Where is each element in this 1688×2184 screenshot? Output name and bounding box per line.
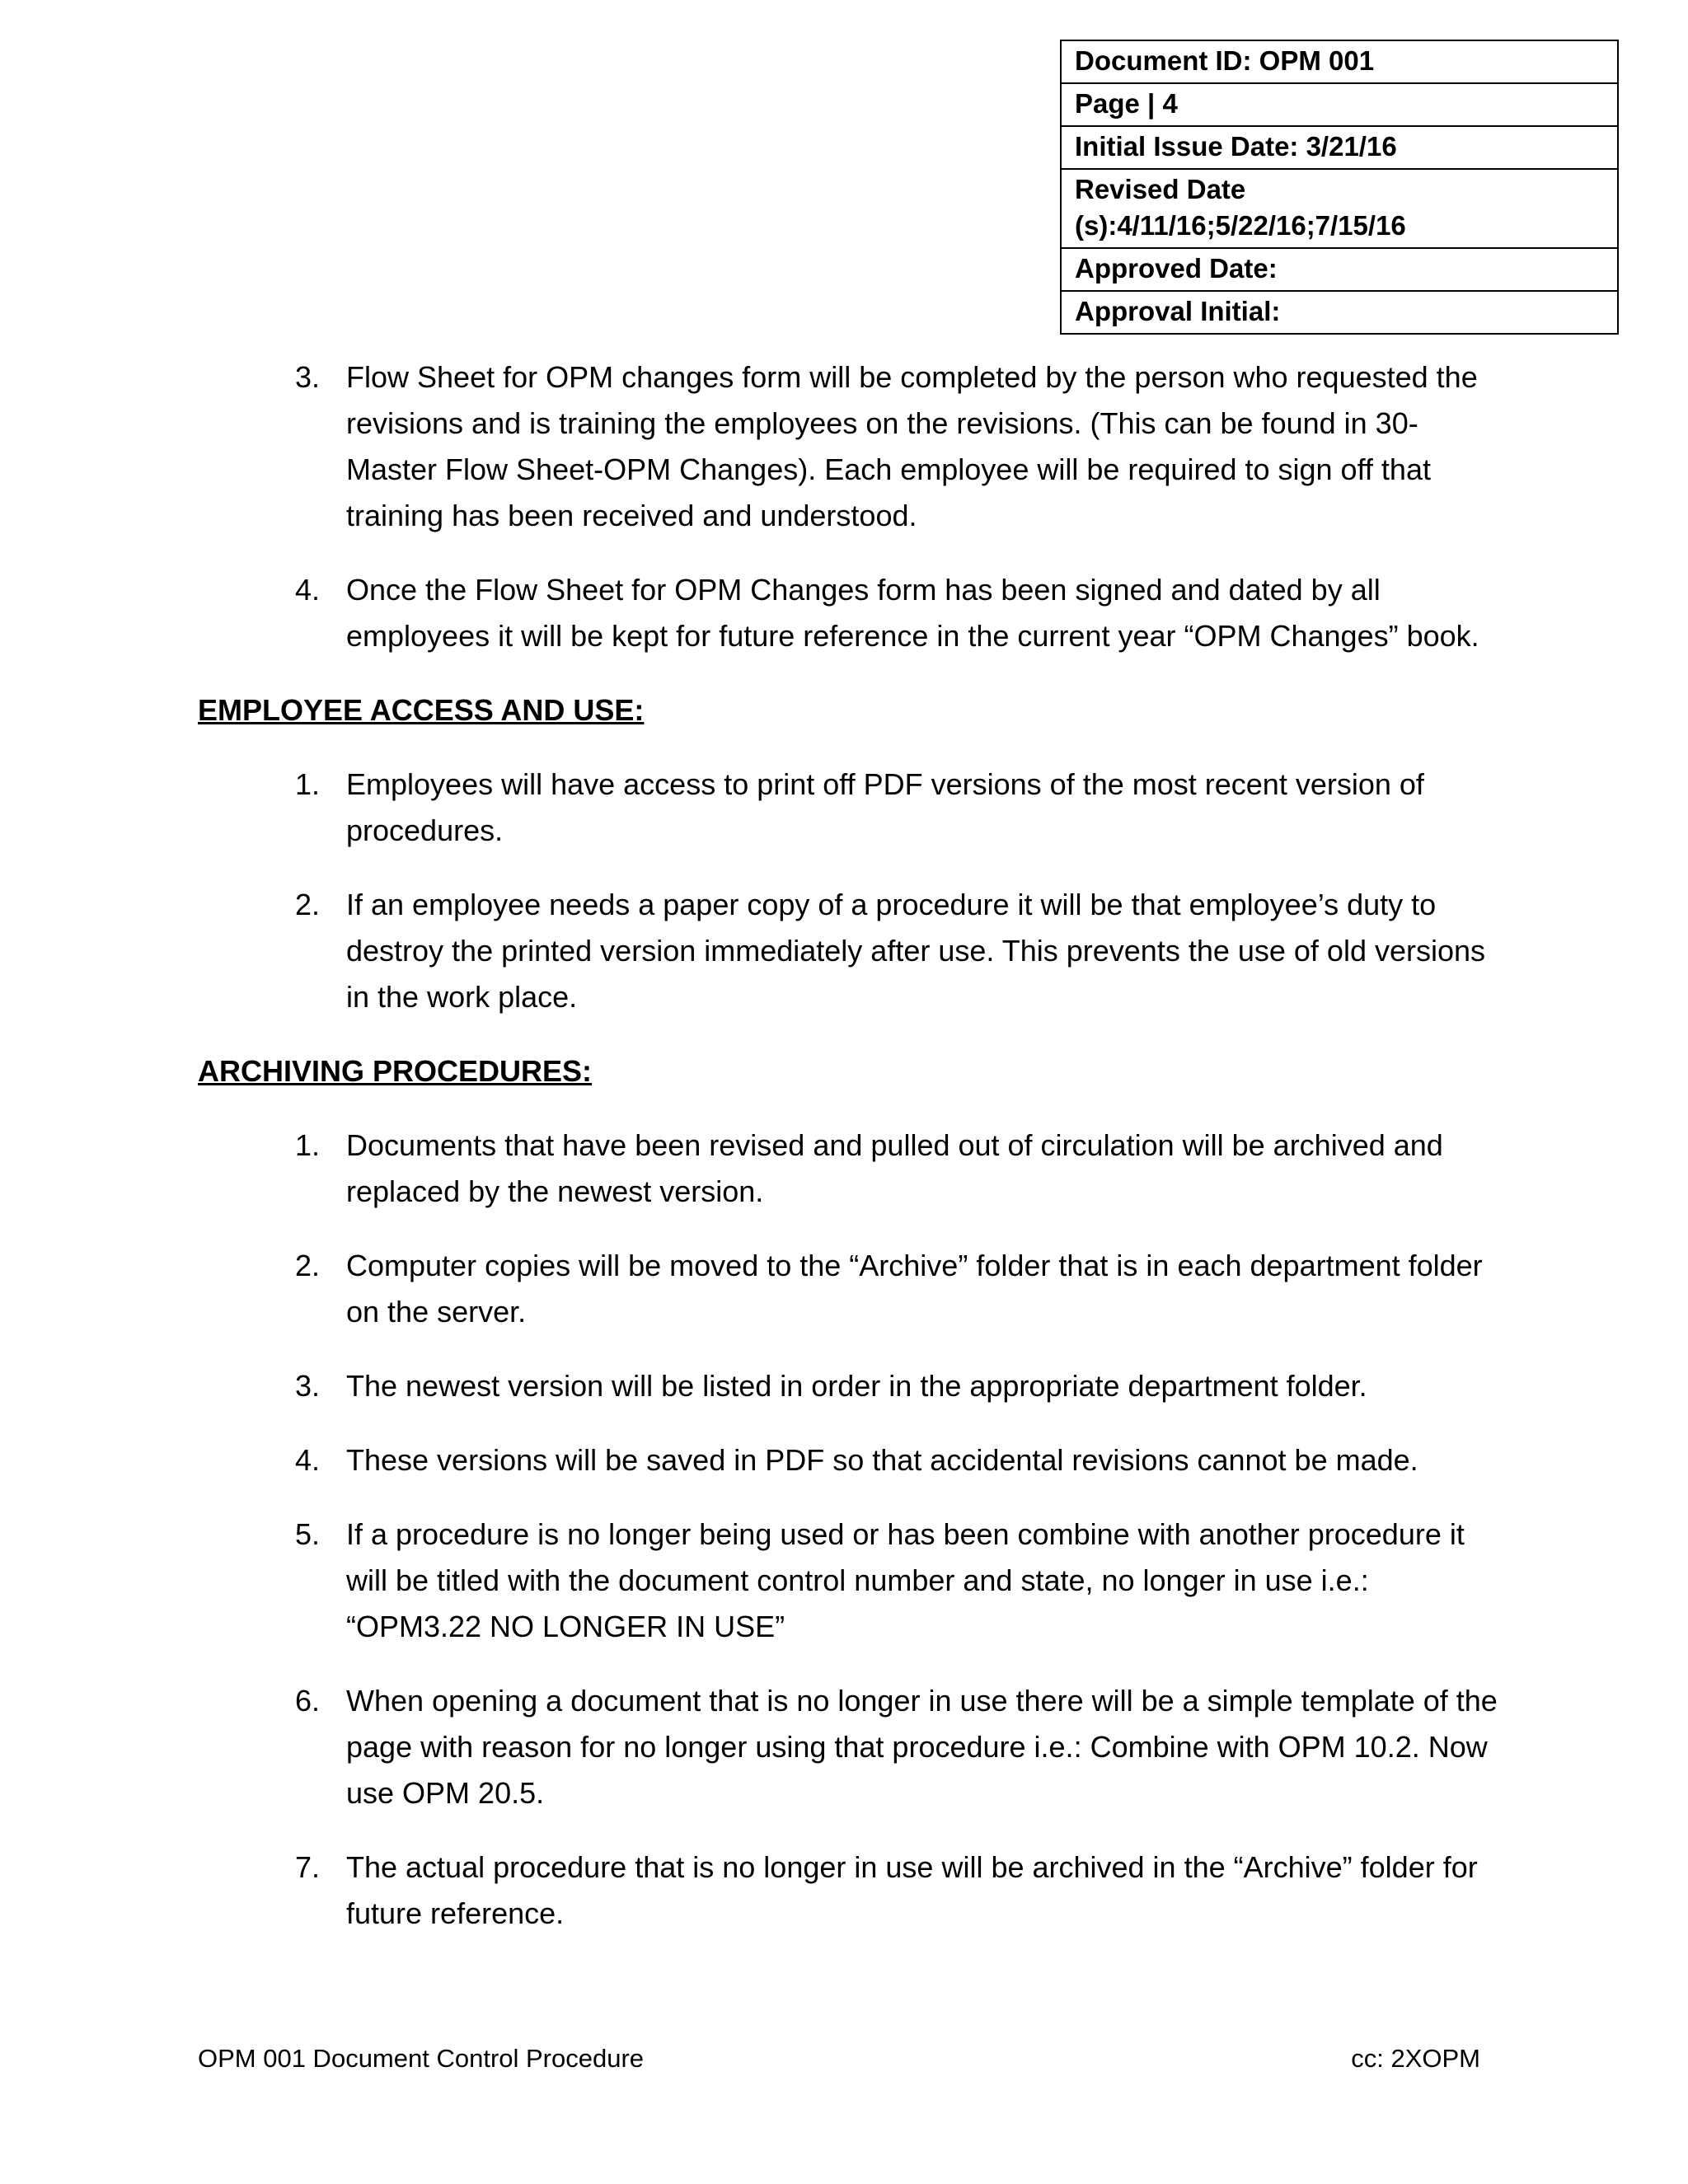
table-row: [1061, 291, 1618, 334]
list-item-number: 2.: [295, 888, 321, 921]
table-row: [1061, 169, 1618, 248]
list-item-text: Documents that have been revised and pulled out of circulation will be archived and replaced by the newest version.: [346, 1128, 1443, 1208]
list-item-number: 4.: [295, 573, 321, 607]
list-item-number: 7.: [295, 1850, 321, 1884]
list-item-text: Flow Sheet for OPM changes form will be completed by the person who requested the revisions and is training the employees on the revisions. (This can be found in 30-Master Flow Sheet-OPM Changes). Each employee will be required to sign off that training has been received and understood.: [346, 360, 1478, 532]
continued-procedure-list: [198, 354, 1500, 659]
list-item: [198, 567, 1500, 659]
document-body: [198, 354, 1500, 1965]
list-item-number: 6.: [295, 1684, 321, 1718]
list-item: [198, 762, 1500, 854]
list-item-number: 4.: [295, 1443, 321, 1477]
list-item: [198, 1122, 1500, 1215]
list-item: [198, 882, 1500, 1020]
document-control-table: [1060, 40, 1619, 335]
list-item-text: If an employee needs a paper copy of a procedure it will be that employee’s duty to destroy the printed version immediately after use. This prevents the use of old versions in the work place.: [346, 888, 1486, 1014]
initial-issue-date-cell: Initial Issue Date: 3/21/16: [1061, 126, 1618, 169]
list-item: [198, 1363, 1500, 1409]
list-item: [198, 1511, 1500, 1650]
list-item-text: Computer copies will be moved to the “Archive” folder that is in each department folder on the server.: [346, 1249, 1483, 1329]
list-item-number: 3.: [295, 360, 321, 394]
list-item: [198, 1844, 1500, 1937]
list-item-text: When opening a document that is no longer in use there will be a simple template of the page with reason for no longer using that procedure i.e.: Combine with OPM 10.2. Now use OPM 20.5.: [346, 1684, 1498, 1810]
page-number-cell: Page | 4: [1061, 83, 1618, 126]
employee-access-list: [198, 762, 1500, 1020]
list-item-number: 1.: [295, 1128, 321, 1162]
table-row: [1061, 83, 1618, 126]
list-item-text: If a procedure is no longer being used or has been combine with another procedure it will be titled with the document control number and state, no longer in use i.e.: “OPM3.22 NO LONGER IN USE”: [346, 1517, 1465, 1643]
table-row: [1061, 40, 1618, 83]
footer-document-title: OPM 001 Document Control Procedure: [198, 2044, 645, 2073]
archiving-procedures-list: [198, 1122, 1500, 1937]
list-item-number: 1.: [295, 767, 321, 801]
list-item-text: Employees will have access to print off PDF versions of the most recent version of procedures.: [346, 767, 1424, 847]
employee-access-heading: EMPLOYEE ACCESS AND USE:: [198, 693, 645, 727]
footer-copy-code: cc: 2XOPM: [1351, 2044, 1480, 2073]
list-item-text: These versions will be saved in PDF so that accidental revisions cannot be made.: [346, 1443, 1418, 1477]
revised-dates-cell: Revised Date (s):4/11/16;5/22/16;7/15/16: [1061, 169, 1618, 248]
table-row: [1061, 248, 1618, 291]
list-item: [198, 354, 1500, 539]
list-item-number: 2.: [295, 1249, 321, 1282]
list-item: [198, 1437, 1500, 1483]
list-item-number: 5.: [295, 1517, 321, 1551]
list-item: [198, 1678, 1500, 1816]
list-item: [198, 1243, 1500, 1335]
archiving-procedures-heading: ARCHIVING PROCEDURES:: [198, 1054, 593, 1088]
approval-initial-cell: Approval Initial:: [1061, 291, 1618, 334]
list-item-number: 3.: [295, 1369, 321, 1403]
approved-date-cell: Approved Date:: [1061, 248, 1618, 291]
list-item-text: The actual procedure that is no longer in use will be archived in the “Archive” folder for future reference.: [346, 1850, 1478, 1930]
document-id-cell: Document ID: OPM 001: [1061, 40, 1618, 83]
list-item-text: Once the Flow Sheet for OPM Changes form has been signed and dated by all employees it will be kept for future reference in the current year “OPM Changes” book.: [346, 573, 1479, 653]
list-item-text: The newest version will be listed in order in the appropriate department folder.: [346, 1369, 1367, 1403]
table-row: [1061, 126, 1618, 169]
